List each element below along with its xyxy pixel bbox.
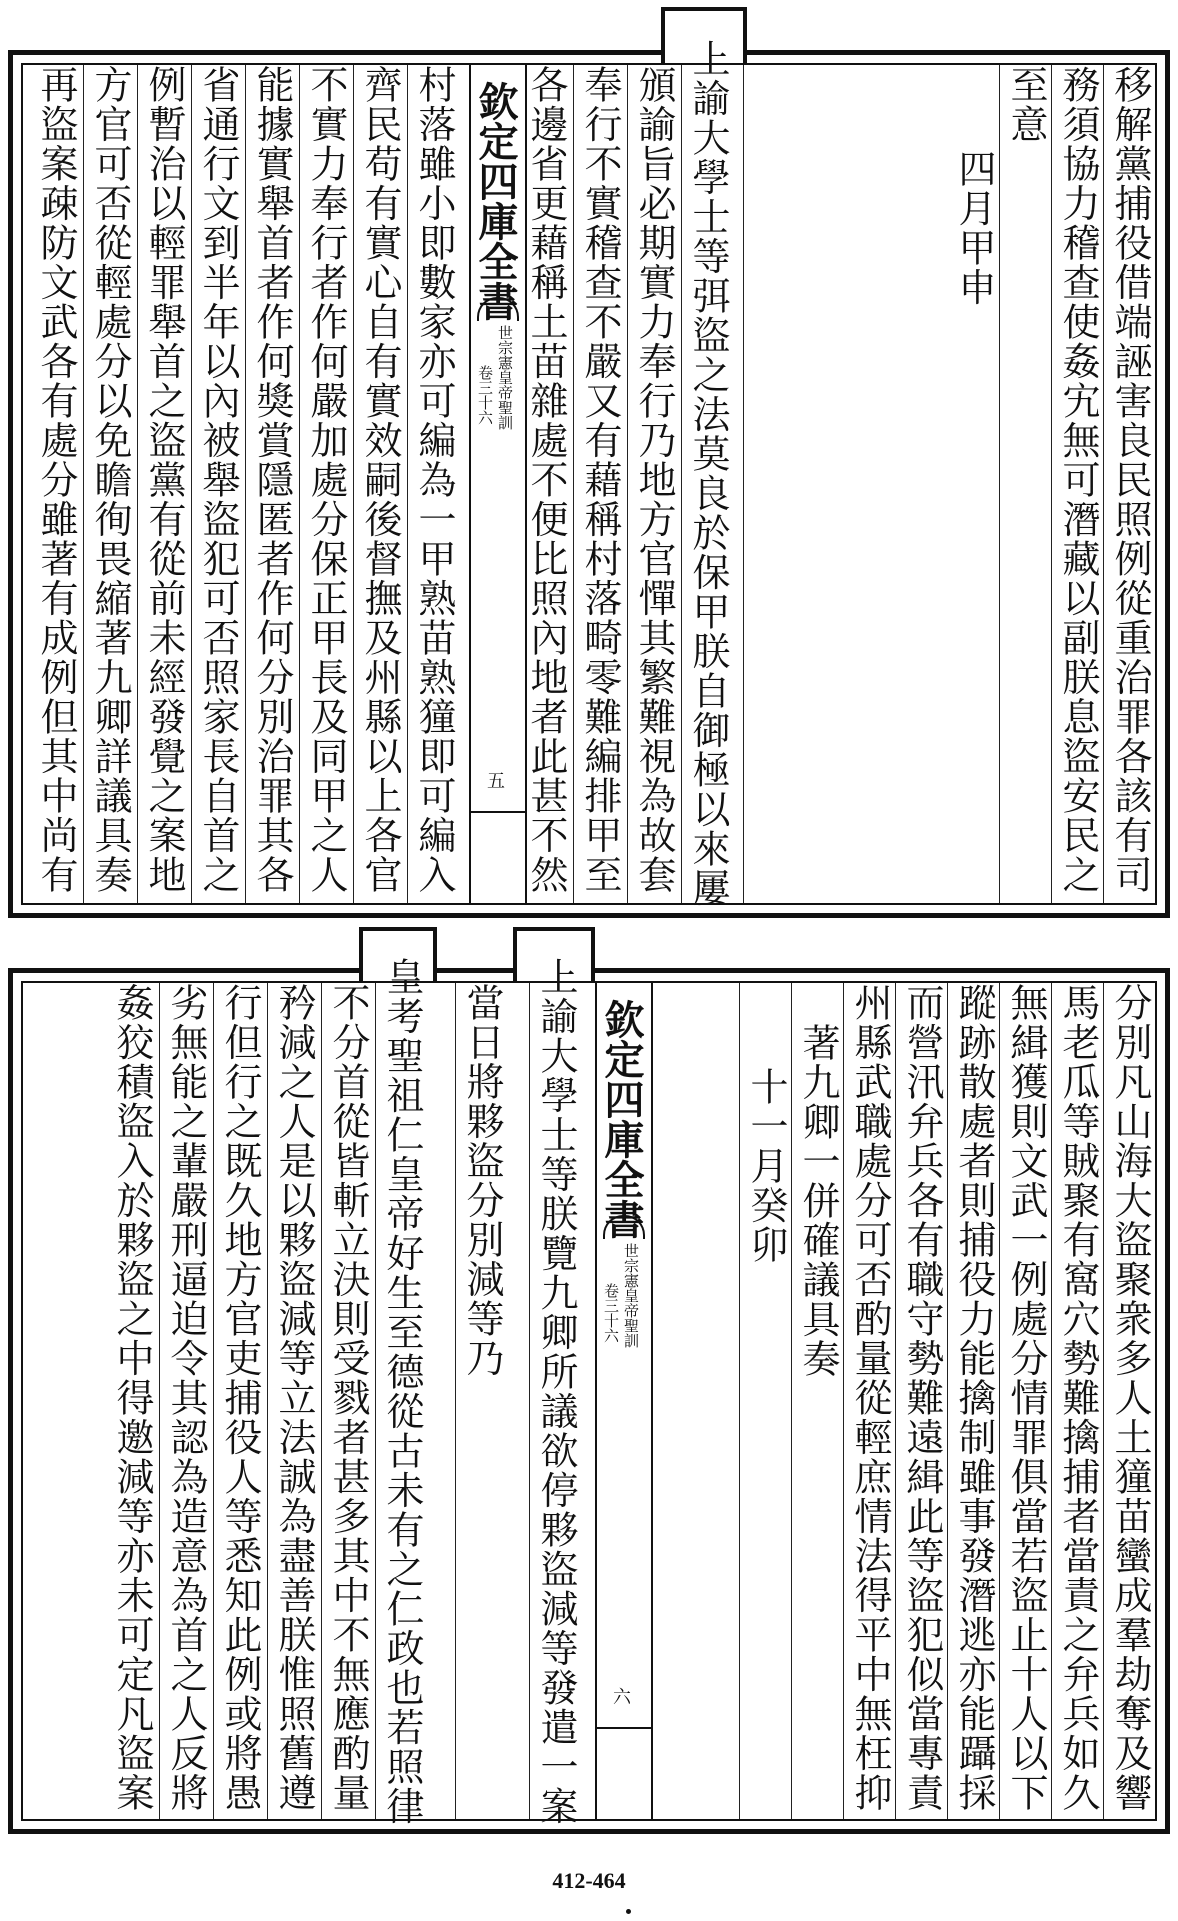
top-rule bbox=[681, 65, 682, 903]
bottom-col-10: 當日將夥盜分別減等乃 bbox=[460, 983, 504, 1378]
bottom-col-3: 無緝獲則文武一例處分情罪俱當若盜止十人以下 bbox=[1004, 983, 1048, 1813]
bottom-col-1: 分別凡山海大盜聚衆多人土獞苗蠻成羣劫奪及響 bbox=[1108, 983, 1152, 1813]
top-col-8: 各邊省更藉稱土苗雜處不便比照內地者此甚不然 bbox=[524, 65, 568, 895]
top-col-5: 上諭大學士等弭盜之法莫良於保甲朕自御極以來屢 bbox=[686, 39, 730, 908]
bottom-col-9: 上諭大學士等朕覽九卿所議欲停夥盜減等發遣一案 bbox=[534, 957, 578, 1826]
bottom-rule bbox=[947, 983, 948, 1819]
top-col-12: 能據實舉首者作何獎賞隱匿者作何分別治罪其各 bbox=[250, 65, 294, 895]
top-rule bbox=[627, 65, 628, 903]
top-page-number: 五 bbox=[487, 771, 505, 792]
bottom-col-16: 姦狡積盜入於夥盜之中得邀減等亦未可定凡盜案 bbox=[110, 983, 154, 1813]
bottom-col-8: 十一月癸卯 bbox=[744, 1067, 788, 1265]
bottom-rule bbox=[739, 983, 740, 1819]
top-rule bbox=[83, 65, 84, 903]
bottom-subtitle: 世宗憲皇帝聖訓 bbox=[622, 1243, 640, 1348]
top-col-14: 例暫治以輕罪舉首之盜黨有從前未經發覺之案地 bbox=[142, 65, 186, 895]
top-rule bbox=[573, 65, 574, 903]
bottom-rule bbox=[999, 983, 1000, 1819]
bottom-col-5: 而營汛弁兵各有職守勢難遠緝此等盜犯似當專責 bbox=[900, 983, 944, 1813]
bottom-rule bbox=[843, 983, 844, 1819]
bottom-rule bbox=[529, 983, 530, 1819]
top-col-6: 頒諭旨必期實力奉行乃地方官憚其繁難視為故套 bbox=[632, 65, 676, 895]
bottom-rule bbox=[375, 983, 376, 1819]
top-col-16: 再盜案疎防文武各有處分雖著有成例但其中尚有 bbox=[34, 65, 78, 895]
footer-dot bbox=[626, 1909, 631, 1914]
top-col-1: 移解黨捕役借端誣害良民照例從重治罪各該有司 bbox=[1108, 65, 1152, 895]
bottom-rule bbox=[791, 983, 792, 1819]
top-center-column bbox=[469, 65, 527, 903]
top-col-15: 方官可否從輕處分以免瞻徇畏縮著九卿詳議具奏 bbox=[88, 65, 132, 895]
bottom-rule bbox=[213, 983, 214, 1819]
top-rule bbox=[1051, 65, 1052, 903]
bottom-rule bbox=[321, 983, 322, 1819]
top-subtitle: 世宗憲皇帝聖訓 bbox=[496, 325, 514, 430]
top-center-divider bbox=[471, 811, 525, 813]
top-page-text-area bbox=[21, 39, 1157, 908]
top-rule bbox=[191, 65, 192, 903]
bottom-catalog-title: 欽定四庫全書 bbox=[598, 999, 645, 1239]
top-col-3: 至意 bbox=[1004, 65, 1048, 144]
top-rule bbox=[245, 65, 246, 903]
bottom-col-4: 蹤跡散處者則捕役力能擒制雖事發潛逃亦能躡採 bbox=[952, 983, 996, 1813]
top-page bbox=[8, 39, 1170, 918]
top-rule bbox=[299, 65, 300, 903]
bottom-page-number: 六 bbox=[613, 1687, 631, 1708]
top-rule bbox=[407, 65, 408, 903]
page-range-footer: 412-464 bbox=[552, 1868, 626, 1893]
bottom-page-text-area bbox=[21, 957, 1157, 1826]
top-col-9: 村落雖小即數家亦可編為一甲熟苗熟獞即可編入 bbox=[412, 65, 456, 895]
bottom-volume: 卷三十六 bbox=[602, 1283, 620, 1343]
bottom-col-13: 矜減之人是以夥盜減等立法誠為盡善朕惟照舊遵 bbox=[272, 983, 316, 1813]
bottom-center-divider bbox=[597, 1727, 651, 1729]
bottom-center-column bbox=[595, 983, 653, 1819]
top-col-7: 奉行不實稽查不嚴又有藉稱村落畸零難編排甲至 bbox=[578, 65, 622, 895]
bottom-rule bbox=[267, 983, 268, 1819]
top-col-11: 不實力奉行者作何嚴加處分保正甲長及同甲之人 bbox=[304, 65, 348, 895]
bottom-col-15: 劣無能之輩嚴刑逼迫令其認為造意為首之人反將 bbox=[164, 983, 208, 1813]
top-rule bbox=[743, 65, 744, 903]
top-rule bbox=[1103, 65, 1104, 903]
bottom-col-7: 著九卿一併確議具奏 bbox=[796, 1023, 840, 1379]
top-catalog-title: 欽定四庫全書 bbox=[472, 81, 519, 321]
bottom-rule bbox=[159, 983, 160, 1819]
bottom-col-14: 行但行之既久地方官吏捕役人等悉知此例或將愚 bbox=[218, 983, 262, 1813]
bottom-col-6: 州縣武職處分可否酌量從輕庶情法得平中無枉抑 bbox=[848, 983, 892, 1813]
bottom-col-12: 不分首從皆斬立決則受戮者甚多其中不無應酌量 bbox=[326, 983, 370, 1813]
top-col-10: 齊民苟有實心自有實效嗣後督撫及州縣以上各官 bbox=[358, 65, 402, 895]
top-rule bbox=[353, 65, 354, 903]
top-rule bbox=[137, 65, 138, 903]
top-rule bbox=[999, 65, 1000, 903]
bottom-col-2: 馬老瓜等賊聚有窩穴勢難擒捕者當責之弁兵如久 bbox=[1056, 983, 1100, 1813]
bottom-rule bbox=[1051, 983, 1052, 1819]
top-col-4: 四月甲申 bbox=[952, 149, 996, 307]
bottom-rule bbox=[455, 983, 456, 1819]
top-col-13: 省通行文到半年以內被舉盜犯可否照家長自首之 bbox=[196, 65, 240, 895]
bottom-col-11: 皇考聖祖仁皇帝好生至德從古未有之仁政也若照律 bbox=[380, 957, 424, 1826]
bottom-page bbox=[8, 957, 1170, 1834]
top-volume: 卷三十六 bbox=[476, 365, 494, 425]
top-col-2: 務須協力稽查使姦宄無可潛藏以副朕息盜安民之 bbox=[1056, 65, 1100, 895]
bottom-rule bbox=[895, 983, 896, 1819]
bottom-rule bbox=[1103, 983, 1104, 1819]
